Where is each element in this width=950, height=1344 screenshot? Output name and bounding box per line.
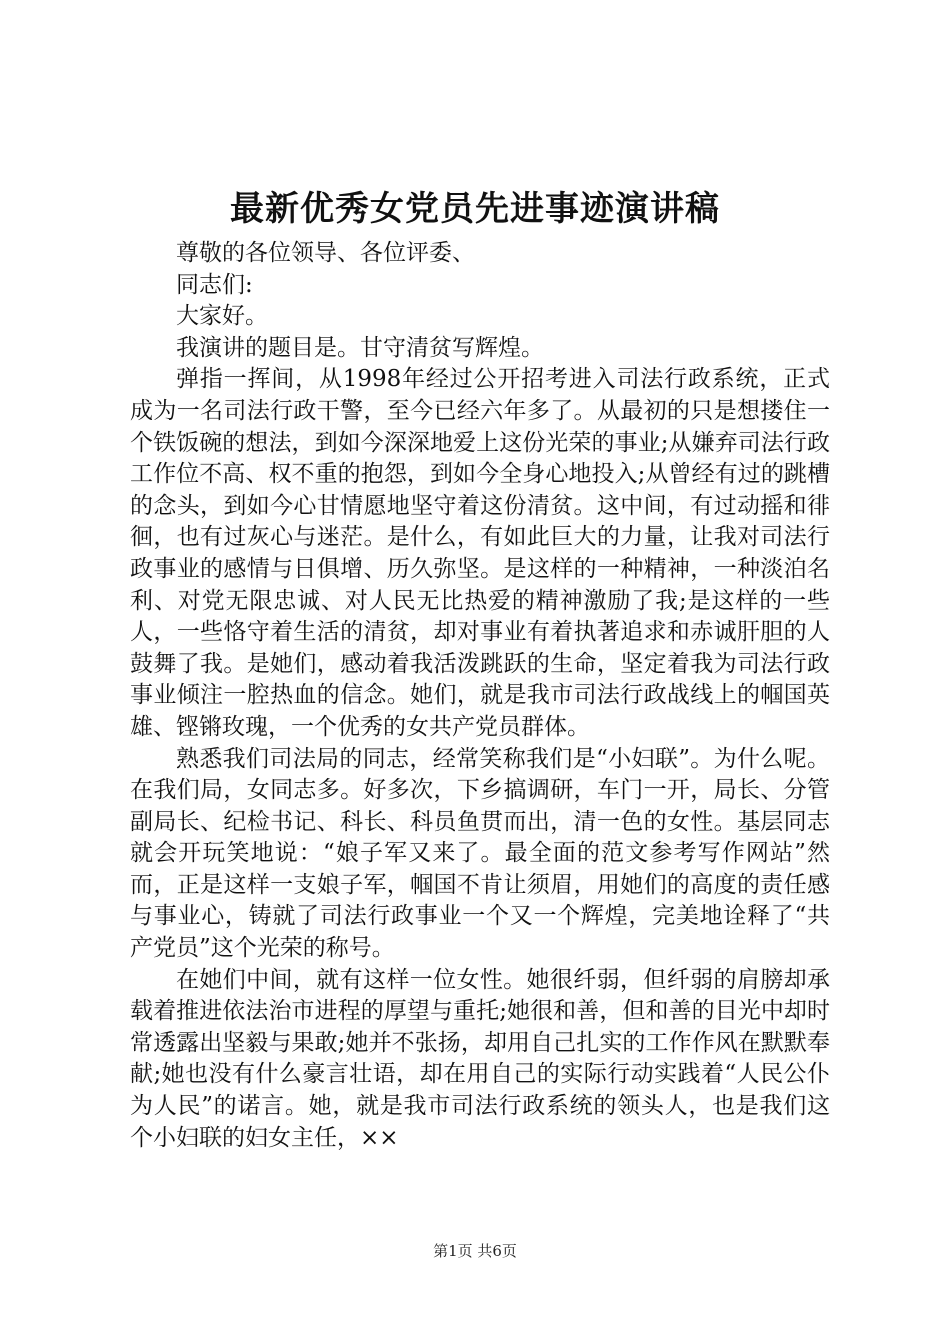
salutation-line: 同志们: [176,271,253,298]
speech-topic-line: 我演讲的题目是。甘守清贫写辉煌。 [176,334,544,361]
body-paragraph: 熟悉我们司法局的同志，经常笑称我们是“小妇联”。为什么呢。在我们局，女同志多。好多次，下乡搞调研，车门一开，局长、分管副局长、纪检书记、科长、科员鱼贯而出，清一色的女性。基层同志就会开玩笑地说：“娘子军又来了。最全面的范文参考写作网站”然而，正是这样一支娘子军，帼国不肯让须眉，用她们的高度的责任感与事业心，铸就了司法行政事业一个又一个辉煌，完美地诠释了“共产党员”这个光荣的称号。 [130,745,830,962]
salutation-line: 尊敬的各位领导、各位评委、 [176,240,475,266]
body-paragraph: 在她们中间，就有这样一位女性。她很纤弱，但纤弱的肩膀却承载着推进依法治市进程的厚望与重托;她很和善，但和善的目光中却时常透露出坚毅与果敢;她并不张扬，却用自己扎实的工作作风在默默奉献;她也没有什么豪言壮语，却在用自己的实际行动实践着“人民公仆为人民”的诺言。她，就是我市司法行政系统的领头人，也是我们这个小妇联的妇女主任，×× [130,966,830,1151]
document-title: 最新优秀女党员先进事迹演讲稿 [230,189,720,229]
document-body [130,238,830,1154]
page-number-footer: 第1页 共6页 [433,1242,517,1260]
body-paragraph: 弹指一挥间，从1998年经过公开招考进入司法行政系统，正式成为一名司法行政干警，至今已经六年多了。从最初的只是想搂住一个铁饭碗的想法，到如今深深地爱上这份光荣的事业;从嫌弃司法行政工作位不高、权不重的抱怨，到如今全身心地投入;从曾经有过的跳槽的念头，到如今心甘情愿地坚守着这份清贫。这中间，有过动摇和徘徊，也有过灰心与迷茫。是什么，有如此巨大的力量，让我对司法行政事业的感情与日俱增、历久弥坚。是这样的一种精神，一种淡泊名利、对党无限忠诚、对人民无比热爱的精神激励了我;是这样的一些人，一些恪守着生活的清贫，却对事业有着执著追求和赤诚肝胆的人鼓舞了我。是她们，感动着我活泼跳跃的生命，坚定着我为司法行政事业倾注一腔热血的信念。她们，就是我市司法行政战线上的帼国英雄、铿锵玫瑰，一个优秀的女共产党员群体。 [130,366,830,740]
greeting-line: 大家好。 [176,303,268,330]
